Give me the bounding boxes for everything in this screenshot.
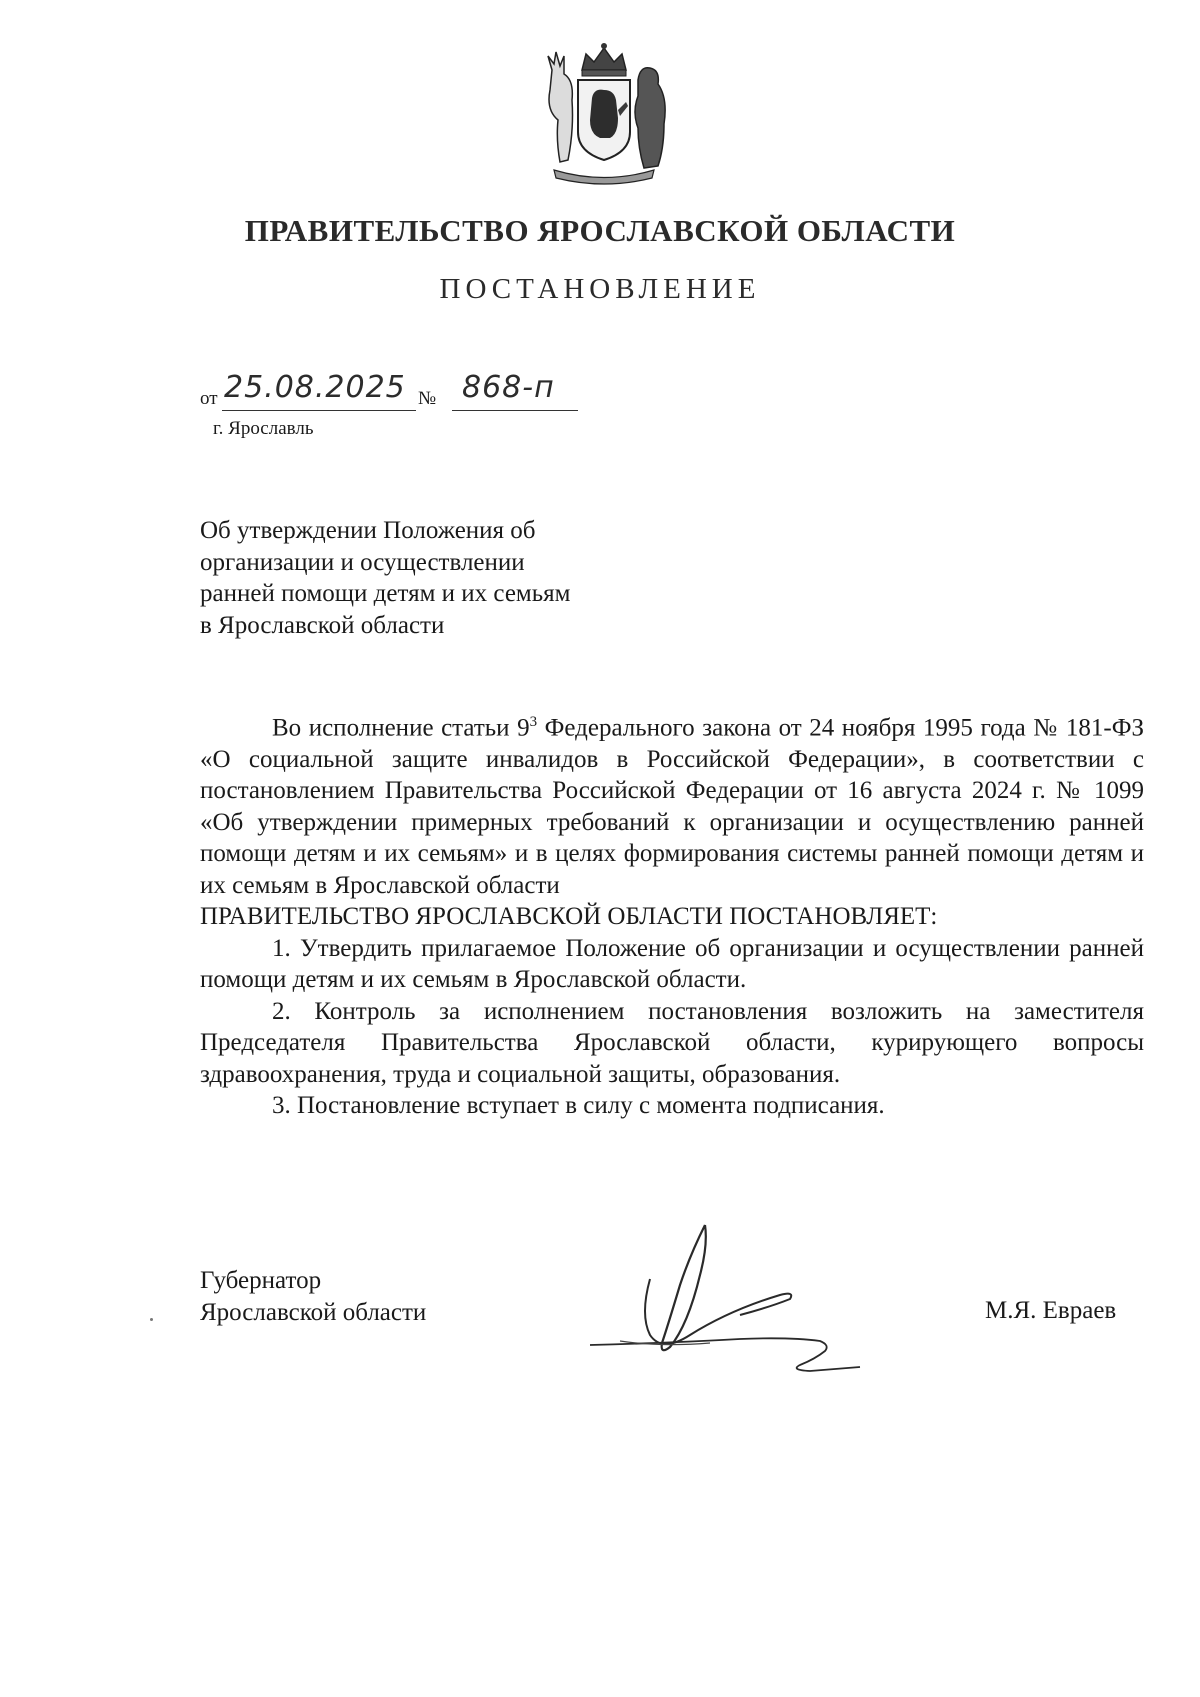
position-line: Губернатор — [200, 1267, 322, 1294]
signatory-position — [200, 1265, 426, 1329]
preamble-text-end: Федерального закона от 24 ноября 1995 года № 181-ФЗ «О социальной защите инвалидов в Российской Федерации», в соответствии с постановлением Правительства Российской Федерации от 16 августа 2024 г. № 1099 «Об утверждении примерных требований к организации и осуществлению ранней помощи детям и их семьям» и в целях формирования системы ранней помощи детям и их семьям в Ярославской области — [200, 714, 1144, 899]
government-title: ПРАВИТЕЛЬСТВО ЯРОСЛАВСКОЙ ОБЛАСТИ — [244, 213, 956, 248]
signer-name: М.Я. Евраев — [985, 1297, 1117, 1324]
subject-line: в Ярославской области — [200, 611, 445, 639]
scan-speck — [150, 1318, 153, 1321]
document-type: ПОСТАНОВЛЕНИЕ — [439, 273, 761, 305]
handwritten-signature-icon — [580, 1215, 880, 1405]
subject-line: организации и осуществлении — [200, 548, 525, 576]
date-number-line — [200, 370, 800, 416]
preamble-paragraph — [200, 707, 1144, 901]
subject-line: ранней помощи детям и их семьям — [200, 580, 571, 607]
item-paragraph: 3. Постановление вступает в силу с момента подписания. — [272, 1092, 885, 1120]
position-line: Ярославской области — [200, 1299, 427, 1326]
date-prefix: от — [200, 388, 218, 409]
item-paragraph: 1. Утвердить прилагаемое Положение об организации и осуществлении ранней помощи детям и их семьям в Ярославской области. — [200, 934, 1144, 994]
yaroslavl-coat-of-arms-icon — [534, 40, 674, 190]
subject-line: Об утверждении Положения об — [200, 517, 536, 544]
document-subject — [200, 515, 570, 641]
decree-line: ПРАВИТЕЛЬСТВО ЯРОСЛАВСКОЙ ОБЛАСТИ ПОСТАНОВЛЯЕТ: — [200, 903, 938, 931]
number-underline — [452, 410, 578, 411]
item-paragraph: 2. Контроль за исполнением постановления возложить на заместителя Председателя Правительства Ярославской области, курирующего вопросы здравоохранения, труда и социальной защиты, образования. — [200, 997, 1144, 1088]
preamble-text-start: Во исполнение статьи 9 — [272, 714, 530, 742]
date-underline — [222, 410, 416, 411]
city: г. Ярославль — [213, 418, 314, 439]
article-superscript: 3 — [529, 714, 538, 730]
number-sign: № — [418, 388, 437, 409]
document-body — [200, 707, 1144, 1122]
document-number: 868-п — [462, 370, 555, 405]
document-date: 25.08.2025 — [224, 370, 406, 405]
